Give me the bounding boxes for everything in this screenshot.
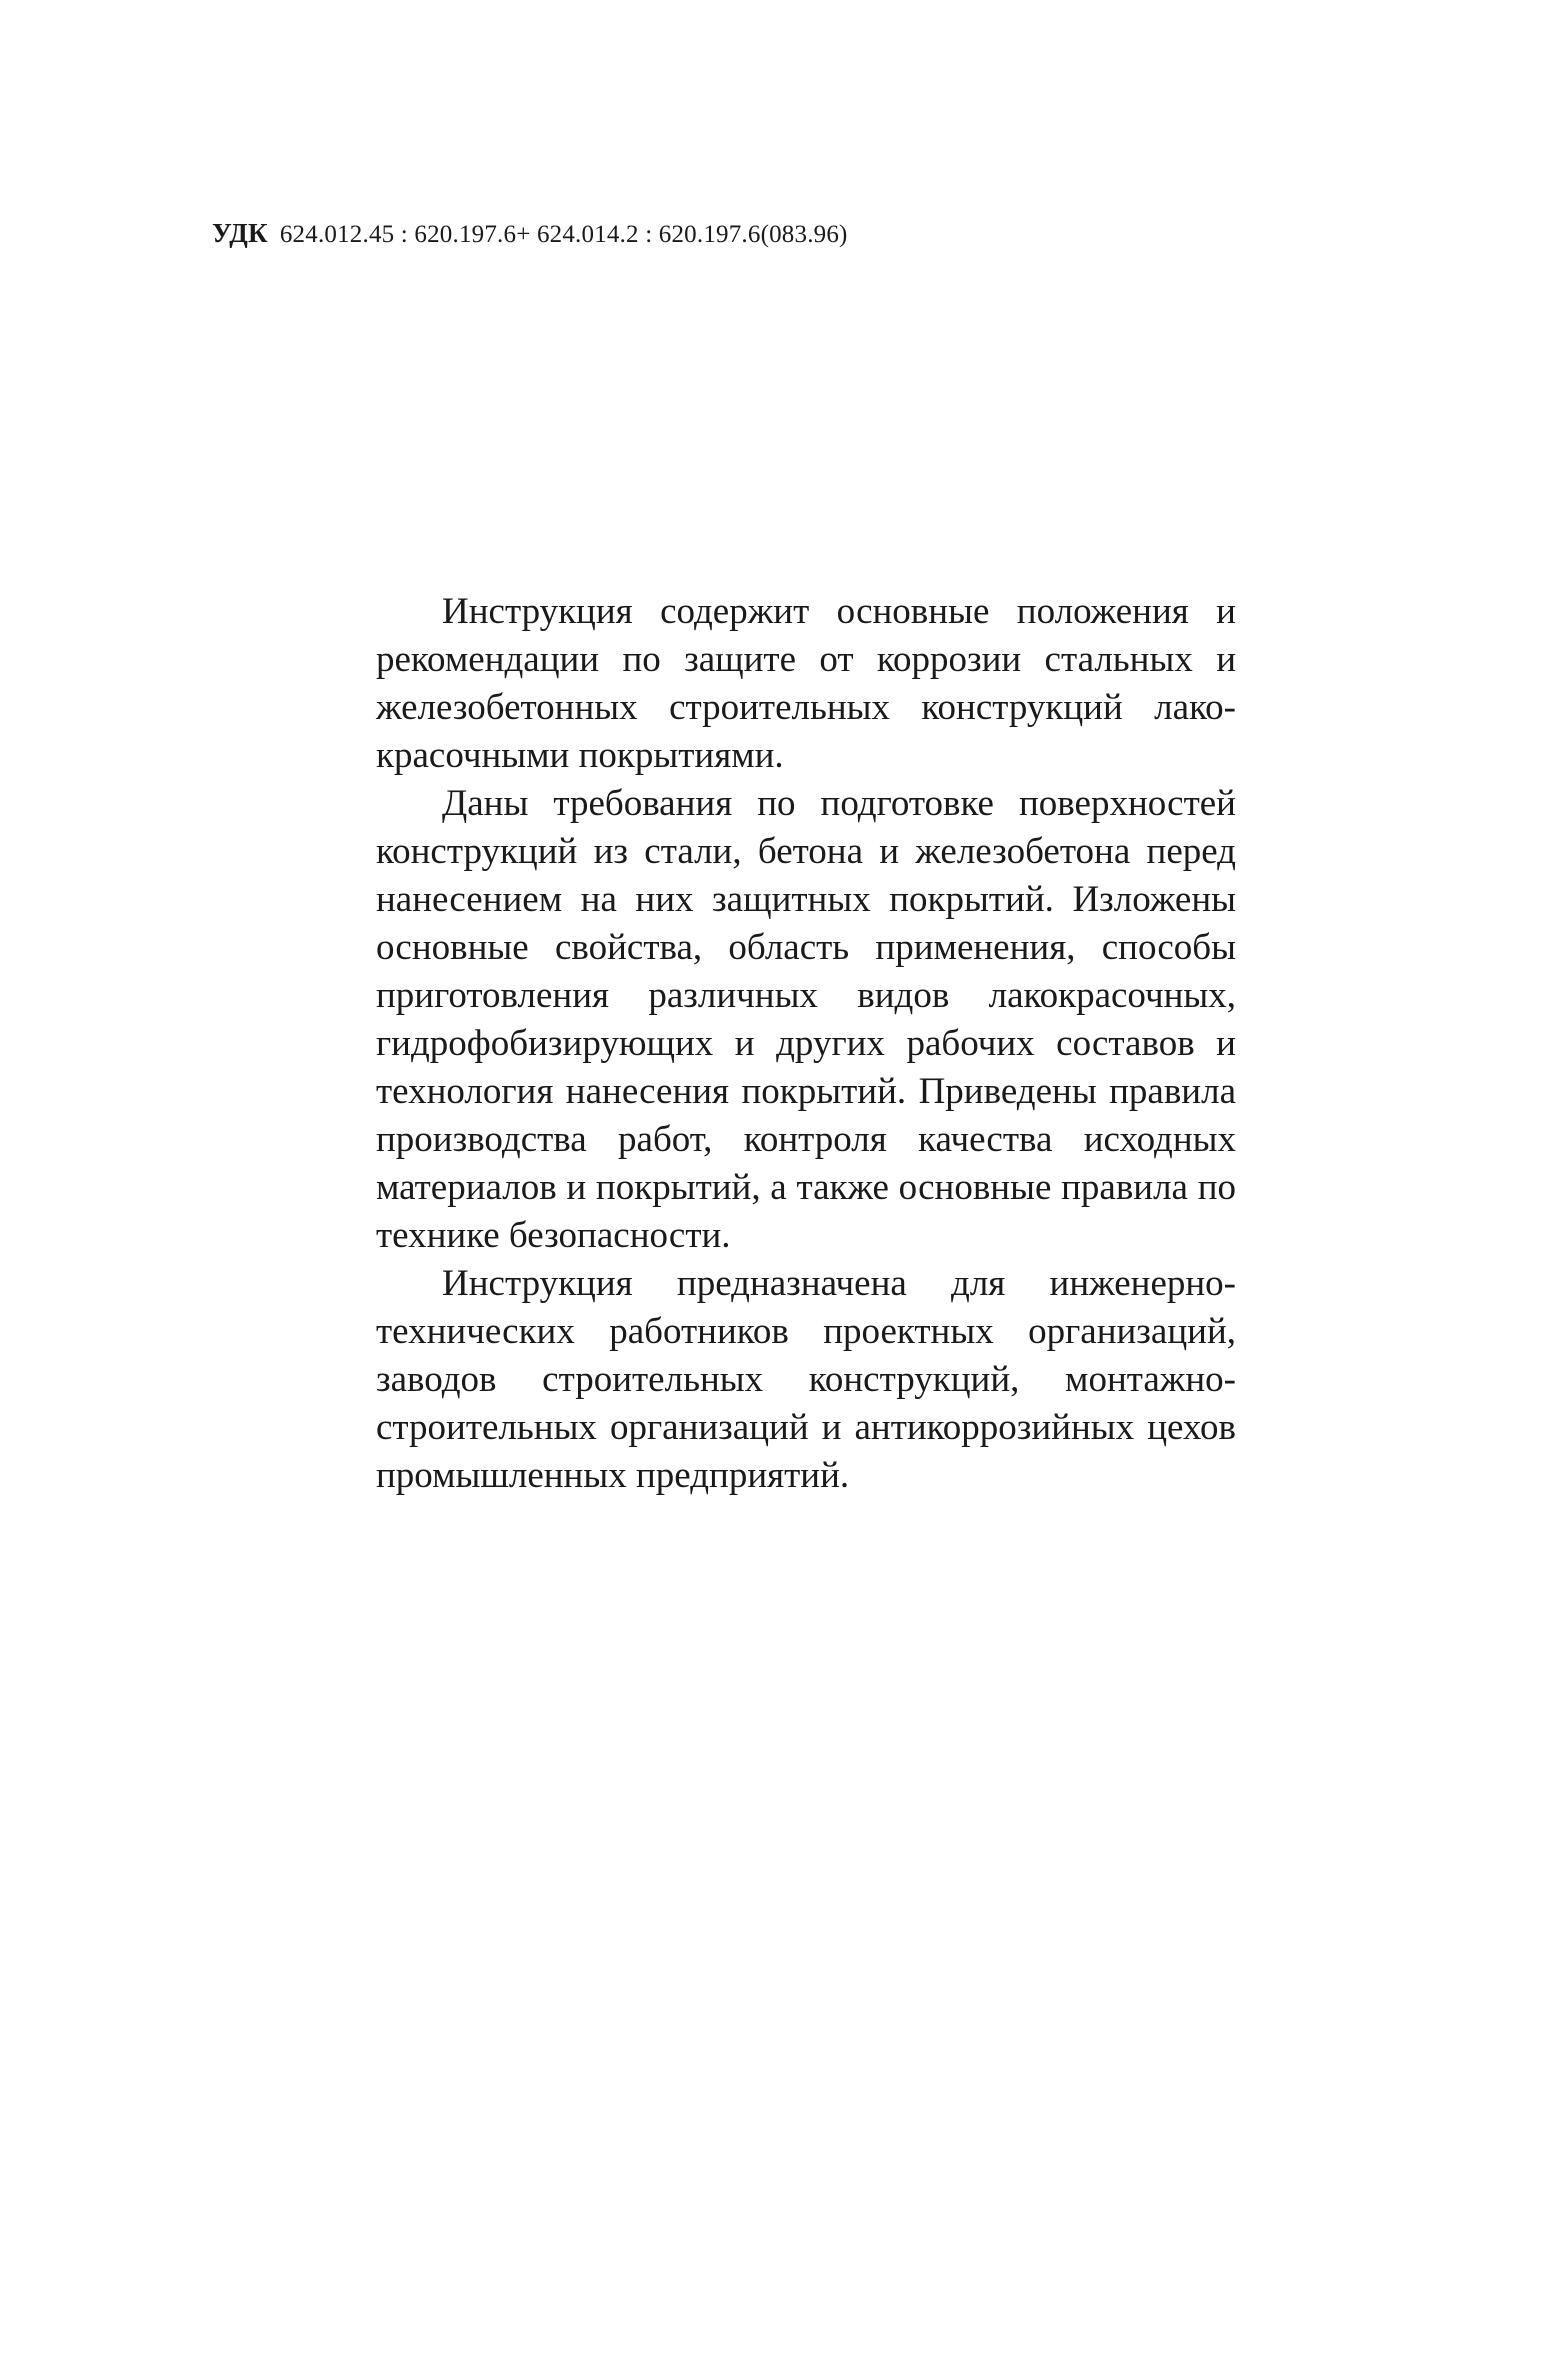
udk-classification	[212, 218, 848, 249]
udk-code: 624.012.45 : 620.197.6+ 624.014.2 : 620.197.6(083.96)	[279, 221, 848, 248]
abstract-paragraph-3: Инструкция предназначена для инженерно-технических работников проектных организаций, заводов строительных конструкций, монтажно-строительных организаций и антикоррозийных цехов промышленных предприятий.	[376, 1263, 1236, 1496]
abstract-paragraph-2: Даны требования по подготовке поверхностей конструкций из стали, бетона и железобетона перед нанесением на них защитных покрытий. Изложены основные свойства, область применения, способы приготовления различных видов лакокрасочных, гидрофобизирующих и других рабочих составов и технология нанесения покрытий. Приведены правила производства работ, контроля качества исходных материалов и покрытий, а также основные правила по технике безопасности.	[376, 783, 1236, 1256]
udk-label: УДК	[212, 218, 268, 248]
abstract	[376, 588, 1236, 1500]
abstract-paragraph-1: Инструкция содержит основные положения и рекомендации по защите от коррозии стальных и железобетонных строительных конструкций лакокрасочными покрытиями.	[376, 591, 1236, 776]
